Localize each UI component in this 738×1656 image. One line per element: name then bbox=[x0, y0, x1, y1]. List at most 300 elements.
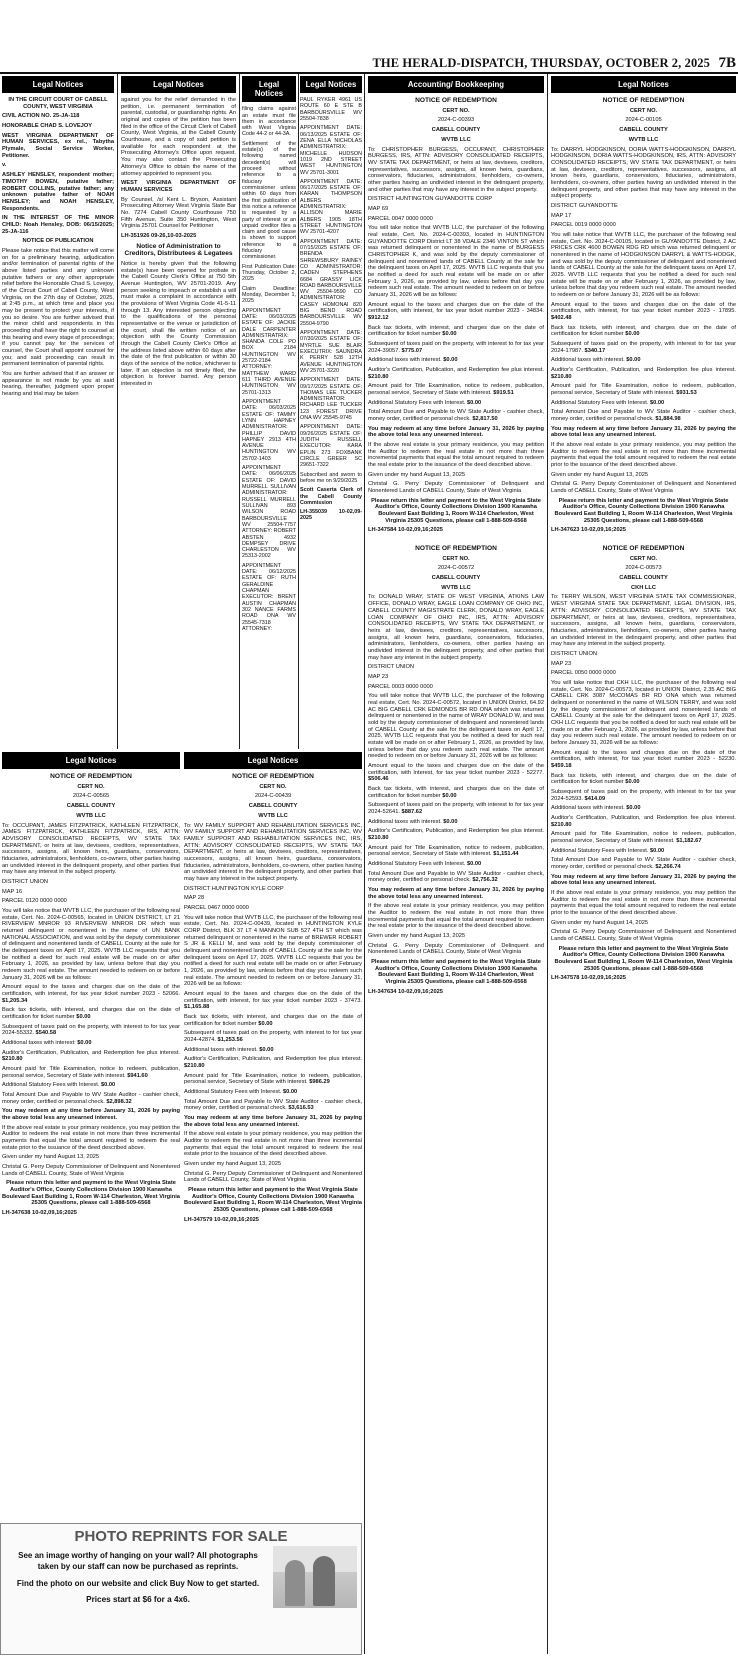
amount-row bbox=[2, 984, 180, 1004]
notice-body: You will take notice that WVTB LLC, the purchaser of the following real estate, Cert. No. 2024-C-00572, located in UNION District, 64.92 AC BIG CABELL CRK EDMONDS BR RD ONA which was returned delinquent or nonentered in the name of WRAY DONALD W, and was sold by the deputy commissioner of delinquent and nonentered lands of CABELL County at the sale for the delinquent taxes on April 17, 2025. WVTB LLC requests that you be notified a deed for such real estate will be made on or after February 1, 2026, as provided by law, unless before that day you redeem such real estate. The amount needed to redeem on or before January 31, 2026 will be as follows: bbox=[368, 693, 544, 760]
estate-entry: APPOINTMENT DATE: 07/30/2025 ESTATE OF: MYRTLE SUE BLAIR EXECUTRIX: SAUNDRA K PERRY 528 12TH AVENUE HUNTINGTON WV 25701-3220 bbox=[300, 330, 362, 374]
amount-value: $402.48 bbox=[551, 314, 572, 321]
section-header: Legal Notices bbox=[2, 76, 114, 93]
cert-label: CERT NO. bbox=[259, 783, 287, 790]
cert-label: CERT NO. bbox=[442, 107, 470, 114]
residence-notice: If the above real estate is your primary residence, you may petition the Auditor to redeem the real estate in not more than three incremental payments that equal the total amount required to redeem the real estate prior to the issuance of the deed described above. bbox=[2, 1124, 180, 1151]
return-address: Please return this letter and payment to the West Virginia State Auditor's Office, County Collections Division 1900 Kanawha Boulevard East Building 1, Room W-114 Charleston, West Virginia 25305 Questions, please call 1-888-509-6568 bbox=[554, 945, 733, 972]
lh-number: LH-347623 10-02,09,16;2025 bbox=[551, 527, 626, 534]
amount-value: $2,898.32 bbox=[106, 1098, 132, 1105]
amount-row bbox=[368, 325, 544, 338]
amount-label: Auditor's Certification, Publication, and Redemption fee plus interest. bbox=[184, 1056, 362, 1063]
map: MAP 28 bbox=[184, 895, 205, 902]
amount-label: Subsequent of taxes paid on the property, with interest to for tax year 2024-52593. bbox=[551, 788, 736, 802]
signature: Christal G. Perry Deputy Commissioner of Delinquent and Nonentered Lands of CABELL County, State of West Virginia bbox=[551, 929, 736, 943]
amount-label: Auditor's Certification, Publication, and Redemption fee plus interest. bbox=[2, 1049, 180, 1056]
column-court-notice-cont bbox=[121, 76, 236, 748]
amount-value: $0.00 bbox=[442, 792, 457, 799]
signature: Christal G. Perry Deputy Commissioner of Delinquent and Nonentered Lands of CABELL County, State of West Virginia bbox=[368, 481, 544, 495]
column-estates bbox=[242, 76, 296, 748]
amount-value: $1,253.56 bbox=[217, 1036, 243, 1043]
amount-label: Additional Statutory Fees with Interest. bbox=[184, 1089, 282, 1096]
county: CABELL COUNTY bbox=[431, 127, 481, 134]
amount-row bbox=[2, 1050, 180, 1063]
masthead bbox=[0, 56, 738, 70]
cert-number: 2024-C-00572 bbox=[437, 565, 475, 572]
amount-label: Auditor's Certification, Publication, and Redemption fee plus interest. bbox=[551, 366, 736, 373]
amount-row bbox=[368, 357, 544, 364]
district: DISTRICT HUNTINGTON GUYANDOTTE CORP bbox=[368, 196, 493, 203]
amount-value: $1,182.67 bbox=[676, 837, 702, 844]
amount-label: Amount paid for Title Examination, notice to redeem, publication, personal service, Secretary of State with interest. bbox=[551, 383, 736, 396]
masthead-title: THE HERALD-DISPATCH, THURSDAY, OCTOBER 2, 2025 bbox=[372, 56, 710, 70]
amount-label: Subsequent of taxes paid on the property, with interest to for tax year 2024-55332. bbox=[2, 1023, 180, 1037]
return-address: Please return this letter and payment to the West Virginia State Auditor's Office, County Collections Division 1900 Kanawha Boulevard East Building 1, Room W-114 Charleston, West Virginia 25305 Questions, please call 1-888-509-6568 bbox=[2, 1180, 180, 1207]
amount-row bbox=[551, 831, 736, 844]
lh-number: LH-347638 10-02,09,16;2025 bbox=[2, 1210, 77, 1217]
versus: v. bbox=[2, 162, 7, 169]
amount-row bbox=[184, 1047, 362, 1054]
given-date: Given under my hand August 13, 2025 bbox=[2, 1154, 100, 1161]
purchaser: WVTB LLC bbox=[76, 812, 106, 819]
amount-value: $0.00 bbox=[649, 399, 665, 406]
parcel: PARCEL 0120 0000 0000 bbox=[2, 898, 67, 905]
amount-label: Additional taxes with interest. bbox=[551, 805, 625, 812]
notice-title: NOTICE OF REDEMPTION bbox=[232, 773, 314, 781]
map: MAP 17 bbox=[551, 212, 572, 219]
administration-notice-body: Notice is hereby given that the following estate(s) have been opened for probate in the Cabell County Clerk's Office at 750 5th Avenue Huntington, WV 25701-2019. Any person seeking to impeach or establish a will must make a complaint in accordance with the provisions of West Virginia Code 41-5-11 through 13. Any interested person objecting to the qualifications of the personal representative or the venue or jurisdiction of the court, shall file written notice of an objection with the County Commission through the Cabell County Clerk's Office at the address listed above within 60 days after the date of the first publication or within 30 days of the service of the notice, whichever is later. If an objection is not timely filed, the objection is forever barred. Any person interested in bbox=[121, 260, 236, 388]
amount-value: $0.00 bbox=[259, 1046, 274, 1053]
given-date: Given under my hand August 14, 2025 bbox=[551, 919, 649, 926]
county: CABELL COUNTY bbox=[248, 803, 298, 810]
amount-label: Total Amount Due and Payable to WV State Auditor - cashier check, money order, certified or personal check. bbox=[368, 870, 544, 884]
amount-row bbox=[184, 1030, 362, 1043]
amount-row bbox=[368, 341, 544, 354]
amount-row bbox=[551, 789, 736, 802]
signature: Christal G. Perry Deputy Commissioner of Delinquent and Nonentered Lands of CABELL County, State of West Virginia bbox=[368, 942, 544, 956]
signature: Christal G. Perry Deputy Commissioner of Delinquent and Nonentered Lands of CABELL County, State of West Virginia bbox=[184, 1170, 362, 1184]
lh-number: LH-347584 10-02,09,16;2025 bbox=[368, 527, 443, 534]
amount-label: Additional Statutory Fees with Interest. bbox=[551, 847, 649, 854]
cert-number: 2024-C-00393 bbox=[437, 117, 475, 124]
estate-entry: APPOINTMENT DATE: 07/15/2025 ESTATE OF: BRENDA SHREWSBURY RAINEY CO ADMINISTRATOR: CADEN STEPHENS 6684 GRASSY LICK ROAD BARBOURSVILLE WV 25504-9590 CO ADMINISTRATOR: CASEY HOMONAI 820 BIG BEND ROAD BARBOURSVILLE WV 25504-9790 bbox=[300, 238, 362, 327]
amount-row bbox=[551, 409, 736, 422]
petitioner: WEST VIRGINIA DEPARTMENT OF HUMAN SERVICES, ex rel., Tabytha Plymale, Social Service Worker, Petitioner. bbox=[2, 132, 114, 159]
amount-value: $0.00 bbox=[466, 861, 482, 867]
counsel: By Counsel, /s/ Kent L. Bryson, Assistant Prosecuting Attorney West Virginia State Bar No. 7274 Cabell County Courthouse 750 Fifth Avenue, Suite 350 Huntington, West Virginia 25701 Counsel for Petitioner bbox=[121, 196, 236, 230]
residence-notice: If the above real estate is your primary residence, you may petition the Auditor to redeem the real estate in not more than three incremental payments that equal the total amount required to redeem the real estate prior to the issuance of the deed described above. bbox=[184, 1131, 362, 1158]
county: CABELL COUNTY bbox=[619, 575, 668, 582]
amount-label: Additional taxes with interest. bbox=[368, 818, 442, 825]
amount-value: $210.80 bbox=[368, 373, 389, 380]
lh-number: LH-355039 10-02,09-2025 bbox=[300, 509, 362, 522]
district: DISTRICT UNION bbox=[2, 878, 49, 885]
amount-value: $1,151.44 bbox=[493, 851, 519, 858]
amount-label: Auditor's Certification, Publication, and Redemption fee plus interest. bbox=[368, 366, 544, 373]
amount-label: Amount paid for Title Examination, notice to redeem, publication, personal service, Secretary of State with interest. bbox=[2, 1066, 180, 1079]
redeem-notice: You may redeem at any time before January 31, 2026 by paying the above total less any unearned interest. bbox=[551, 873, 736, 887]
amount-value: $0.00 bbox=[258, 1020, 273, 1027]
amount-label: Subsequent of taxes paid on the property, with interest to for tax year 2024-17987. bbox=[551, 340, 736, 354]
county: CABELL COUNTY bbox=[431, 575, 481, 582]
map: MAP 69 bbox=[368, 205, 389, 212]
recipients: To: DARRYL HODGKINSON, DORIA WATTS-HODGKINSON, DARRYL HODGKINSON, DORIA WATTS-HODGKINSON, IRS, ATTN: ADVISORY CONSOLIDATED RECEIPTS, WV STATE TAX DEPARTMENT, or heirs at law, devisees, creditors, representatives, successors, assigns, all known heirs, guardians, conservators, fiduciaries, administrators, lienholders, co-owners, other parties having an undivided interest in the delinquent property, and other parties that may have any interest in the subject property. bbox=[551, 146, 736, 200]
amount-row bbox=[368, 871, 544, 884]
district: DISTRICT UNION bbox=[551, 650, 598, 657]
column-estates-cont bbox=[300, 76, 362, 748]
amount-row bbox=[551, 805, 736, 812]
amount-value: $3,616.53 bbox=[288, 1105, 314, 1112]
amount-row bbox=[2, 1007, 180, 1020]
amount-value: $0.00 bbox=[282, 1089, 298, 1096]
parcel: PARCEL 0050 0000 0000 bbox=[551, 670, 616, 677]
column-accounting bbox=[368, 76, 544, 1654]
amount-value: $414.09 bbox=[584, 795, 606, 802]
amount-value: $459.18 bbox=[551, 762, 572, 769]
amount-row bbox=[551, 325, 736, 338]
estate-entry: APPOINTMENT DATE: 06/03/2025 ESTATE OF: JACKIE DALE CARPENTER ADMINISTRATRIX: SHANDA COLE PO BOX 2184 HUNTINGTON WV 25722-2184 ATTORNEY: MATTHEW WARD 611 THIRD AVENUE HUNTINGTON WV 25701-1313 bbox=[242, 307, 296, 396]
residence-notice: If the above real estate is your primary residence, you may petition the Auditor to redeem the real estate in not more than three incremental payments that equal the total amount required to redeem the real estate prior to the issuance of the deed described above. bbox=[368, 442, 544, 469]
section-header: Legal Notices bbox=[300, 76, 362, 93]
amount-value: $210.80 bbox=[2, 1056, 23, 1063]
amount-label: Amount paid for Title Examination, notice to redeem, publication, personal service, Secretary of State with interest. bbox=[184, 1072, 362, 1086]
parcel: PARCEL 0467 0000 0000 bbox=[184, 904, 249, 911]
lh-number: LH-347634 10-02,09,16;2025 bbox=[368, 988, 443, 995]
amount-label: Amount equal to the taxes and charges due on the date of the certification, with interest, for tax year ticket number 2023 - 52230. bbox=[551, 749, 736, 763]
amount-label: Back tax tickets, with interest, and charges due on the date of certification for ticket number bbox=[2, 1007, 180, 1020]
district: DISTRICT UNION bbox=[368, 664, 415, 671]
map: MAP 23 bbox=[368, 673, 389, 680]
ad-line-2: Find the photo on our website and click Buy Now to get started. bbox=[16, 1578, 260, 1588]
column-right-notices bbox=[551, 76, 736, 1654]
amount-row bbox=[2, 1082, 180, 1089]
amount-row bbox=[551, 367, 736, 380]
notice-body-cont: against you for the relief demanded in the petition, i.e. permanent termination of parental, custodial, or guardianship rights. An original and copies of the petition has been filed in the office of the Circuit Clerk of Cabell County, West Virginia, at the Cabell County Courthouse, and a copy of said petition is available for each respondent at the Prosecuting Attorney's Office upon request. You may also contact the Prosecuting Attorney's Office to obtain the name of the attorney appointed to represent you. bbox=[121, 97, 236, 177]
return-address: Please return this letter and payment to the West Virginia State Auditor's Office, County Collections Division 1900 Kanawha Boulevard East Building 1, Room W-114 Charleston, West Virginia 25305 Questions, please call 1-888-509-6568 bbox=[371, 497, 541, 524]
amount-value: $2,756.32 bbox=[472, 877, 498, 884]
amount-row bbox=[184, 1014, 362, 1027]
amount-row bbox=[368, 383, 544, 396]
purchaser: WVTB LLC bbox=[441, 136, 471, 143]
return-address: Please return this letter and payment to the West Virginia State Auditor's Office, County Collections Division 1900 Kanawha Boulevard East Building 1, Room W-114 Charleston, West Virginia 25305 Questions, please call 1-888-509-6568 bbox=[554, 497, 733, 524]
amount-label: Back tax tickets, with interest, and charges due on the date of certification for ticket number bbox=[368, 785, 544, 799]
claims-text: filing claims against an estate must file them in accordance with West Virginia Code 44-2 or 44-3A. bbox=[242, 106, 296, 138]
amount-value: $1,165.88 bbox=[184, 1004, 210, 1011]
amount-label: Total Amount Due and Payable to WV State Auditor - cashier check, money order, certified or personal check. bbox=[184, 1098, 362, 1112]
amount-label: Amount equal to the taxes and charges due on the date of the certification, with interest, for tax year ticket number 2023 - 52066. bbox=[2, 984, 180, 997]
amount-row bbox=[551, 341, 736, 354]
amount-row bbox=[2, 1092, 180, 1105]
amount-row bbox=[368, 861, 544, 868]
amount-value: $0.00 bbox=[625, 779, 640, 786]
amount-value: $1,205.34 bbox=[2, 997, 28, 1004]
amount-value: $0.00 bbox=[626, 357, 641, 364]
amount-label: Back tax tickets, with interest, and charges due on the date of certification for ticket number bbox=[551, 324, 736, 338]
amount-row bbox=[368, 802, 544, 815]
cert-number: 2024-C-00573 bbox=[625, 565, 662, 572]
notice-body: Please take notice that this matter will come on for a preliminary hearing, adjudication and/or termination of parental rights of the above listed parties and any unknown putative fathers or any other appropriate relief before the Honorable Chad S. Lovejoy, of the Circuit Court of Cabell County, West Virginia, on the 27th day of October, 2025, at 2:45 p.m., at which time and place you may be present to protect your interests, if you so desire. You are further advised that the minor child and respondents in this proceeding shall have the right to counsel at this hearing and every stage of proceedings; if you cannot pay for the services of counsel, the Court shall appoint counsel for you; and said proceeding can result in permanent termination of parental rights. bbox=[2, 247, 114, 368]
ad-line-1: See an image worthy of hanging on your wall? All photographs taken by our staff can now be purchased as reprints. bbox=[18, 1551, 258, 1571]
amount-row bbox=[551, 857, 736, 870]
cert-label: CERT NO. bbox=[442, 555, 470, 562]
amount-row bbox=[368, 819, 544, 826]
amount-row bbox=[184, 1056, 362, 1069]
lh-number: LH-347578 10-02,09,16;2025 bbox=[551, 975, 626, 982]
amount-label: Additional taxes with interest: bbox=[2, 1039, 76, 1046]
signature: Christal G. Perry Deputy Commissioner of Delinquent and Nonentered Lands of CABELL County, State of West Virginia bbox=[2, 1164, 180, 1177]
amount-row bbox=[184, 1073, 362, 1086]
masthead-rule bbox=[0, 72, 738, 74]
amount-row bbox=[368, 367, 544, 380]
amount-row bbox=[2, 1024, 180, 1037]
column-divider bbox=[239, 74, 240, 749]
amount-label: Amount equal to the taxes and charges due on the date of the certification, with interest, for tax year ticket number 2023 - 37473. bbox=[184, 990, 362, 1004]
amount-value: $775.07 bbox=[401, 347, 423, 354]
amount-row bbox=[368, 409, 544, 422]
purchaser: CKH LLC bbox=[631, 584, 656, 591]
notice-body: You will take notice that CKH LLC, the purchaser of the following real estate, Cert. No. 2024-C-00573, located in UNION District, 2.35 AC BIG CABELL CRK 3087 McCOMAS BR RD ONA which was returned delinquent or nonentered in the name of WILSON TERRY, and was sold by the deputy commissioner of delinquent and nonentered lands of CABELL County at the sale for the delinquent taxes on April 17, 2025. CKH LLC requests that you be notified a deed for such real estate will be made on or after February 1, 2026, as provided by law, unless before that day you redeem such real estate. The amount needed to redeem on or before January 31, 2026 will be as follows: bbox=[551, 679, 736, 746]
given-date: Given under my hand August 13, 2025 bbox=[368, 471, 466, 478]
county: CABELL COUNTY bbox=[619, 127, 668, 134]
estate-entry: APPOINTMENT DATE: 06/03/2025 ESTATE OF: TAMMY LYNN HAPNEY ADMINISTRATOR: PHILLIP DAVID HAPNEY 2913 4TH AVENUE HUNTINGTON WV 25702-1403 bbox=[242, 398, 296, 462]
county-clerk: Scott Caserta Clerk of the Cabell County Commission bbox=[300, 487, 362, 506]
amount-value: $0.00 bbox=[466, 399, 482, 406]
amount-label: Total Amount Due and Payable to WV State Auditor - cashier check, money order, certified or personal check. bbox=[551, 857, 736, 870]
parcel: PARCEL 0003 0000 0000 bbox=[368, 683, 433, 690]
cert-number: 2024-C-00105 bbox=[625, 117, 662, 124]
notice-body: You will take notice that WVTB LLC, the purchaser of the following real estate, Cert. No. 2024-C-00105, located in GUYANDOTTE District, 2 AC PRICES CRK 4600 BOWEN RDG RD which was returned delinquent or nonentered in the name of HODGKINSON DARRYL & WATTS-HODGK, and was sold by the deputy commissioner of delinquent and nonentered lands of CABELL County at the sale for the delinquent taxes on April 17, 2025. WVTB LLC requests that you be notified a deed for such real estate will be made on or after February 1, 2026, as provided by law, unless before that day you redeem such real estate. The amount needed to redeem on or before January 31, 2026 will be as follows: bbox=[551, 231, 736, 298]
estate-entry: APPOINTMENT DATE: 06/13/2025 ESTATE OF: ZENA ELLA NICHOLAS ADMINISTRATRIX: MICHELLE HUDSON 1019 2ND STREET WEST HUNTINGTON WV 25701-3001 bbox=[300, 125, 362, 176]
column-divider bbox=[547, 74, 548, 1654]
settlement-text: Settlement of the estate(s) of the following named decedent(s) will proceed without reference to a fiduciary commissioner unless within 60 days from the first publication of this notice a reference is requested by a party of interest or an unpaid creditor files a claim and good cause is shown to support reference to a fiduciary commissioner. bbox=[242, 140, 296, 261]
ad-price: Prices start at $6 for a 4x6. bbox=[86, 1595, 190, 1605]
redemption-notice-00439 bbox=[184, 752, 362, 1520]
amount-value: $210.80 bbox=[551, 373, 572, 380]
redeem-notice: You may redeem at any time before January 31, 2026 by paying the above total less any unearned interest. bbox=[551, 425, 736, 439]
ad-title: PHOTO REPRINTS FOR SALE bbox=[74, 1528, 288, 1545]
given-date: Given under my hand August 13, 2025 bbox=[551, 471, 649, 478]
county: CABELL COUNTY bbox=[66, 803, 116, 810]
amount-row bbox=[184, 1099, 362, 1112]
claim-deadline: Claim Deadline: Monday, December 1, 2025 bbox=[242, 285, 296, 305]
amount-label: Additional taxes with interest. bbox=[368, 357, 442, 364]
photo-reprints-ad[interactable] bbox=[0, 1523, 362, 1655]
amount-value: $887.62 bbox=[401, 808, 423, 815]
amount-value: $0.00 bbox=[443, 818, 458, 825]
given-date: Given under my hand August 13, 2025 bbox=[184, 1161, 282, 1168]
amount-row bbox=[368, 786, 544, 799]
amount-row bbox=[368, 845, 544, 858]
purchaser: WVTB LLC bbox=[258, 812, 288, 819]
amount-value: $912.12 bbox=[368, 314, 389, 321]
ad-photo bbox=[273, 1546, 357, 1608]
amount-label: Subsequent of taxes paid on the property, with interest to for tax year 2024-42874. bbox=[184, 1030, 362, 1043]
amount-label: Back tax tickets, with interest, and charges due on the date of certification for ticket number bbox=[551, 772, 736, 786]
notice-title: NOTICE OF REDEMPTION bbox=[602, 545, 685, 553]
amount-value: $1,884.98 bbox=[655, 416, 681, 423]
amount-value: $540.58 bbox=[35, 1030, 57, 1037]
notice-body: You will take notice that WVTB LLC, the purchaser of the following real estate, Cert. No. 2024-C-00393, located in HUNTINGTON GUYANDOTTE CORP District LT 38 VDALE 2346 VINTON ST which was returned delinquent or nonentered in the name of BURGESS CHRISTOPHER K, and was sold by the deputy commissioner of delinquent and nonentered lands of CABELL County at the sale for the delinquent taxes on April 17, 2025. WVTB LLC requests that you be notified a deed for such real estate will be made on or after February 1, 2026, as provided by law, unless before that day you redeem such real estate. The amount needed to redeem on or before January 31, 2026 will be as follows: bbox=[368, 225, 544, 298]
notice-body: You will take notice that WVTB LLC, the purchaser of the following real estate, Cert. No. 2024-C-00439, located in HUNTINGTON KYLE CORP District, BLK 37 LT 4 MANNON SUB 527 4TH ST which was returned delinquent or nonentered in the name of BREWER ROBERT S JR & KELLI M, and was sold by the deputy commissioner of delinquent and nonentered lands of CABELL County at the sale for the delinquent taxes on April 17, 2025. WVTB LLC requests that you be notified a deed for such real estate will be made on or after February 1, 2026, as provided by law, unless before that day you redeem such real estate. The amount needed to redeem on or before January 31, 2026 will be as follows: bbox=[184, 914, 362, 988]
recipients: To: CHRISTOPHER BURGESS, OCCUPANT, CHRISTOPHER BURGESS, IRS, ATTN: ADVISORY CONSOLIDATED RECEIPTS, WV STATE TAX DEPARTMENT, or heirs at law, devisees, creditors, representatives, successors, assigns, all known heirs, guardians, conservators, fiduciaries, administrators, lienholders, co-owners, other parties having an undivided interest in the delinquent property, and other parties that may have any interest in the subject property. bbox=[368, 146, 544, 193]
amount-row bbox=[551, 400, 736, 407]
redeem-notice: You may redeem at any time before January 31, 2026 by paying the above total less any unearned interest. bbox=[368, 887, 544, 900]
amount-label: Total Amount Due and Payable to WV State Auditor - cashier check, money order, certified or personal check. bbox=[551, 409, 736, 423]
amount-row bbox=[551, 302, 736, 322]
parcel: PARCEL 0019 0000 0000 bbox=[551, 222, 616, 229]
section-header: Legal Notices bbox=[121, 76, 236, 93]
return-address: Please return this letter and payment to the West Virginia State Auditor's Office, County Collections Division 1900 Kanawha Boulevard East Building 1, Room W-114 Charleston, West Virginia 25305 Questions, please call 1-888-509-6568 bbox=[184, 1187, 362, 1214]
respondents: ASHLEY HENSLEY, respondent mother; TIMOTHY BOWEN, putative father; ROBERT COLLINS, putative father; any unknown putative father of NOAH HENSLEY; and NOAH HENSLEY, Respondents. bbox=[2, 172, 114, 212]
column-divider bbox=[117, 74, 118, 749]
lh-number: LH-347579 10-02,09,16;2025 bbox=[184, 1216, 259, 1223]
amount-label: Additional Statutory Fees with Interest. bbox=[368, 399, 466, 406]
column-divider bbox=[364, 74, 365, 1654]
amount-label: Back tax tickets, with interest, and charges due on the date of certification for ticket number bbox=[368, 324, 544, 338]
amount-value: $0.00 bbox=[625, 331, 640, 338]
given-date: Given under my hand August 13, 2025 bbox=[368, 933, 466, 940]
estate-entry: APPOINTMENT DATE: 09/26/2025 ESTATE OF: JUDITH RUSSELL EXECUTOR: KARA EPLIN 273 FOXBANK CIRCLE GREER SC 29651-7322 bbox=[300, 424, 362, 469]
section-header: Legal Notices bbox=[2, 752, 180, 769]
cert-number: 2024-C-00565 bbox=[72, 793, 110, 800]
recipients: To: DONALD WRAY, STATE OF WEST VIRGINIA, ATKINS LAW OFFICE, DONALD WRAY, EAGLE LOAN COMPANY OF OHIO INC, CABELL COUNTY MAGISTRATE CLERK, DONALD WRAY, EAGLE LOAN COMPANY OF OHIO INC, IRS, ATTN: ADVISORY CONSOLIDATED RECEIPTS, WV STATE TAX DEPARTMENT, or heirs at law, devisees, creditors, representatives, successors, assigns, all known heirs, guardians, conservators, fiduciaries, administrators, lienholders, co-owners, other parties having an undivided interest in the delinquent property, and other parties that may have any interest in the subject property. bbox=[368, 594, 544, 661]
district: DISTRICT HUNTINGTON KYLE CORP bbox=[184, 885, 284, 892]
civil-action: CIVIL ACTION NO. 25-JA-118 bbox=[2, 113, 80, 120]
amount-label: Additional Statutory Fees with Interest. bbox=[2, 1082, 100, 1089]
amount-label: Amount equal to the taxes and charges due on the date of the certification, with interest, for tax year ticket number 2023 - 17895. bbox=[551, 301, 736, 315]
notice-body: You will take notice that WVTB LLC, the purchaser of the following real estate, Cert. No. 2024-C-00565, located in UNION DISTRICT, LT 21 RIVERVIEW MNROR 93 RIVERVIEW MNROR DR which was returned delinquent or nonentered in the name of UN BANK NATIONAL ASSOCIATION, and was sold by the deputy commissioner of delinquent and nonentered lands of CABELL County at the sale for the delinquent taxes on April 17, 2025. WVTB LLC requests that you be notified a deed for such real estate will be made on or after February 1, 2026, as provided by law, unless before that day you redeem such real estate. The amount needed to redeem on or before January 31, 2026 will be as follows: bbox=[2, 907, 180, 981]
notice-title: NOTICE OF REDEMPTION bbox=[415, 545, 497, 553]
agency: WEST VIRGINIA DEPARTMENT OF HUMAN SERVICES bbox=[121, 180, 236, 193]
amount-value: $986.29 bbox=[309, 1079, 330, 1086]
amount-row bbox=[2, 1040, 180, 1047]
section-header: Legal Notices bbox=[242, 76, 296, 102]
amount-row bbox=[551, 773, 736, 786]
amount-label: Total Amount Due and Payable to WV State Auditor - cashier check, money order, certified or personal check. bbox=[368, 409, 544, 423]
amount-label: Subsequent of taxes paid on the property, with interest to for tax year 2024-52641. bbox=[368, 802, 544, 815]
amount-value: $919.51 bbox=[493, 390, 514, 396]
amount-row bbox=[551, 357, 736, 364]
amount-row bbox=[551, 750, 736, 770]
amount-value: $0.00 bbox=[626, 805, 641, 812]
parcel: PARCEL 0047 0000 0000 bbox=[368, 215, 433, 222]
notice-title: NOTICE OF REDEMPTION bbox=[415, 97, 497, 105]
residence-notice: If the above real estate is your primary residence, you may petition the Auditor to redeem the real estate in not more than three incremental payments that equal the total amount required to redeem the real estate prior to the issuance of the deed described above. bbox=[551, 442, 736, 469]
return-address: Please return this letter and payment to the West Virginia State Auditor's Office, County Collections Division 1900 Kanawha Boulevard East Building 1, Room W-114 Charleston, West Virginia 25305 Questions, please call 1-888-509-6568 bbox=[371, 959, 541, 986]
amount-value: $210.80 bbox=[551, 821, 572, 828]
notice-body-2: You are further advised that if an answer or appearance is not made by you at said hearing, thereafter, judgment upon proper hearing and trial may be taken bbox=[2, 370, 114, 397]
notice-title: NOTICE OF PUBLICATION bbox=[22, 238, 94, 245]
minor-child: IN THE INTEREST OF THE MINOR CHILD: Noah Hensley, DOB: 06/15/2025; 25-JA-116 bbox=[2, 215, 114, 235]
amount-label: Back tax tickets, with interest, and charges due on the date of certification for ticket number bbox=[184, 1013, 362, 1027]
amount-label: Amount paid for Title Examination, notice to redeem, publication, personal service, Secretary of State with interest. bbox=[368, 844, 544, 858]
sworn-statement: Subscribed and sworn to before me on 9/29/2025 bbox=[300, 471, 362, 484]
cert-label: CERT NO. bbox=[629, 107, 658, 114]
amount-row bbox=[368, 302, 544, 322]
page-number: 7B bbox=[718, 55, 736, 71]
section-header: Legal Notices bbox=[184, 752, 362, 769]
purchaser: WVTB LLC bbox=[628, 136, 659, 143]
purchaser: WVTB LLC bbox=[441, 584, 471, 591]
redemption-notice-00565 bbox=[2, 752, 180, 1520]
amount-label: Total Amount Due and Payable to WV State Auditor - cashier check, money order, certified or personal check. bbox=[2, 1092, 180, 1105]
lh-number: LH-351926 09-26,10-03-2025 bbox=[121, 232, 197, 239]
recipients: To: TERRY WILSON, WEST VIRGINIA STATE TAX COMMISSIONER, WEST VIRGINIA STATE TAX DEPARTMENT, LEGAL DIVISION, IRS, ATTN: ADVISORY CONSOLIDATED RECEIPTS, WV STATE TAX DEPARTMENT, or heirs at law, devisees, creditors, representatives, successors, assigns, all known heirs, guardians, conservators, fiduciaries, administrators, lienholders, co-owners, other parties having an undivided interest in the delinquent property, and other parties that may have any interest in the subject property. bbox=[551, 594, 736, 648]
amount-row bbox=[184, 1089, 362, 1096]
recipients: To: OCCUPANT, JAMES FITZPATRICK, KATHLEEN FITZPATRICK, JAMES FITZPATRICK, KATHLEEN FITZPATRICK, IRS, ATTN: ADVISORY CONSOLIDATED RECEIPTS, WV STATE TAX DEPARTMENT, or heirs at law, devisees, creditors, representatives, successors, assigns, all known heirs, guardians, conservators, fiduciaries, administrators, lienholders, co-owners, other parties having an undivided interest in the delinquent property, and other parties that may have any interest in the subject property. bbox=[2, 822, 180, 876]
amount-row bbox=[184, 991, 362, 1011]
amount-label: Amount equal to the taxes and charges due on the date of the certification, with interest, for tax year ticket number 2023 - 52277. bbox=[368, 762, 544, 776]
amount-label: Auditor's Certification, Publication, and Redemption fee plus interest. bbox=[551, 814, 736, 821]
amount-row bbox=[551, 848, 736, 855]
amount-value: $0.00 bbox=[649, 847, 665, 854]
amount-row bbox=[551, 815, 736, 828]
map: MAP 16 bbox=[2, 888, 23, 895]
amount-label: Amount equal to the taxes and charges due on the date of the certification, with interest, for tax year ticket number 2023 - 34834. bbox=[368, 301, 544, 315]
amount-value: $0.00 bbox=[77, 1039, 92, 1046]
attorney-address: PAUL RYKER 4961 US ROUTE 60 E STE B BARBOURSVILLE WV 25504-7838 bbox=[300, 97, 362, 123]
map: MAP 23 bbox=[551, 660, 572, 667]
administration-notice-title: Notice of Administration to Creditors, Distributees & Legatees bbox=[124, 242, 233, 258]
redeem-notice: You may redeem at any time before January 31, 2026 by paying the above total less any unearned interest. bbox=[184, 1115, 362, 1128]
notice-title: NOTICE OF REDEMPTION bbox=[602, 97, 685, 105]
publication-date: First Publication Date: Thursday, October 2, 2025 bbox=[242, 263, 296, 283]
column-divider bbox=[298, 74, 299, 749]
residence-notice: If the above real estate is your primary residence, you may petition the Auditor to redeem the real estate in not more than three incremental payments that equal the total amount required to redeem the real estate prior to the issuance of the deed described above. bbox=[551, 890, 736, 917]
amount-value: $210.80 bbox=[368, 834, 389, 841]
section-header: Accounting/ Bookkeeping bbox=[368, 76, 544, 93]
section-header: Legal Notices bbox=[551, 76, 736, 93]
amount-row bbox=[2, 1066, 180, 1079]
amount-row bbox=[368, 400, 544, 407]
amount-value: $931.53 bbox=[676, 390, 697, 396]
amount-value: $0.00 bbox=[442, 331, 457, 338]
redeem-notice: You may redeem at any time before January 31, 2026 by paying the above total less any unearned interest. bbox=[2, 1108, 180, 1122]
court-heading: IN THE CIRCUIT COURT OF CABELL COUNTY, WEST VIRGINIA bbox=[8, 97, 108, 110]
amount-value: $0.00 bbox=[443, 357, 458, 364]
amount-value: $210.80 bbox=[184, 1063, 205, 1069]
amount-row bbox=[368, 763, 544, 783]
amount-value: $941.60 bbox=[127, 1072, 148, 1079]
amount-label: Additional Statutory Fees with Interest. bbox=[368, 861, 466, 867]
estate-entry: APPOINTMENT DATE: 06/17/2025 ESTATE OF: KARAN THOMPSON ALBERS ADMINISTRATRIX: ALLISON MARIE ALBERS 1905 18TH STREET HUNTINGTON WV 25701-4207 bbox=[300, 178, 362, 236]
amount-value: $506.46 bbox=[368, 776, 389, 783]
amount-value: $340.17 bbox=[584, 347, 606, 354]
residence-notice: If the above real estate is your primary residence, you may petition the Auditor to redeem the real estate in not more than three incremental payments that equal the total amount required to redeem the real estate prior to the issuance of the deed described above. bbox=[368, 903, 544, 930]
amount-label: Additional taxes with interest. bbox=[551, 357, 625, 364]
amount-row bbox=[368, 828, 544, 841]
amount-row bbox=[551, 383, 736, 396]
amount-label: Auditor's Certification, Publication, and Redemption fee plus interest. bbox=[368, 828, 544, 835]
amount-label: Additional Statutory Fees with Interest. bbox=[551, 399, 649, 406]
column-court-notice bbox=[2, 76, 114, 748]
estate-entry: APPOINTMENT DATE: 09/17/2025 ESTATE OF: THOMAS LEE TUCKER ADMINISTRATOR: RICHARD LEE TUCKER 123 FOREST DRIVE ONA WV 25545-9745 bbox=[300, 377, 362, 422]
recipients: To: WV FAMILY SUPPORT AND REHABILITATION SERVICES INC, WV FAMILY SUPPORT AND REHABILITATION SERVICES INC, WV FAMILY SUPPORT AND REHABILITATION SERVICES INC, IRS, ATTN: ADVISORY CONSOLIDATED RECEIPTS, WV STATE TAX DEPARTMENT, or heirs at law, devisees, creditors, representatives, successors, assigns, all known heirs, guardians, conservators, fiduciaries, administrators, lienholders, co-owners, other parties having an undivided interest in the delinquent property, and other parties that may have any interest in the subject property. bbox=[184, 822, 362, 882]
amount-label: Amount paid for Title Examination, notice to redeem, publication, personal service, Secretary of State with interest. bbox=[368, 383, 544, 396]
cert-label: CERT NO. bbox=[629, 555, 658, 562]
notice-title: NOTICE OF REDEMPTION bbox=[50, 773, 132, 781]
amount-label: Subsequent of taxes paid on the property, with interest to for tax year 2024-39057. bbox=[368, 340, 544, 354]
amount-value: $2,266.74 bbox=[655, 864, 681, 870]
estate-entry: APPOINTMENT DATE: 06/06/2025 ESTATE OF: DAVID MURRELL SULLIVAN ADMINISTRATOR: RUSSELL MURRELL SULLIVAN 893 WILSON ROAD BARBOURSVILLE WV 25504-7757 ATTORNEY: ROBERT ABSTEN 4932 DEMPSEY DRIVE CHARLESTON WV 25313-2002 bbox=[242, 465, 296, 560]
estate-entry: APPOINTMENT DATE: 06/12/2025 ESTATE OF: RUTH GERALDINE CHAPMAN EXECUTOR: BRENT AUSTIN CHAPMAN 302 NANCE FARMS ROAD ONA WV 25545-7318 ATTORNEY: bbox=[242, 562, 296, 632]
signature: Christal G. Perry Deputy Commissioner of Delinquent and Nonentered Lands of CABELL County, State of West Virginia bbox=[551, 481, 736, 495]
amount-value: $0.00 bbox=[76, 1013, 91, 1020]
redeem-notice: You may redeem at any time before January 31, 2026 by paying the above total less any unearned interest. bbox=[368, 425, 544, 439]
amount-value: $0.00 bbox=[100, 1082, 116, 1089]
amount-value: $2,817.50 bbox=[472, 416, 498, 423]
district: DISTRICT GUYANDOTTE bbox=[551, 202, 618, 209]
